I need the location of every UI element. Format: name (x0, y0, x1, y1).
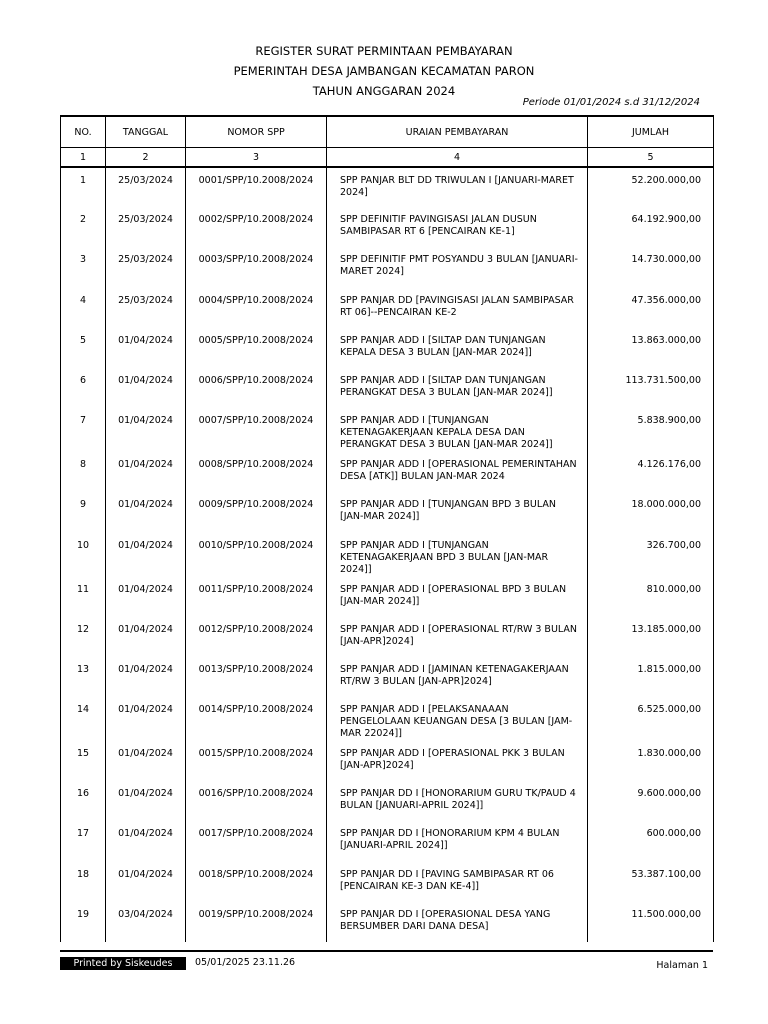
report-year: TAHUN ANGGARAN 2024 (312, 84, 456, 98)
table-row (61, 617, 714, 657)
cell-jumlah: 1.815.000,00 (588, 657, 714, 697)
cell-tanggal: 01/04/2024 (106, 492, 186, 532)
cell-no: 1 (61, 167, 106, 207)
cell-jumlah: 11.500.000,00 (588, 902, 714, 942)
col-number: 4 (327, 148, 588, 168)
cell-nomor-spp: 0002/SPP/10.2008/2024 (186, 207, 327, 247)
cell-nomor-spp: 0009/SPP/10.2008/2024 (186, 492, 327, 532)
cell-uraian: SPP PANJAR ADD I [SILTAP DAN TUNJANGAN KEPALA DESA 3 BULAN [JAN-MAR 2024]] (327, 328, 588, 368)
cell-jumlah: 600.000,00 (588, 821, 714, 861)
column-number-row (61, 148, 714, 168)
cell-tanggal: 01/04/2024 (106, 657, 186, 697)
cell-jumlah: 810.000,00 (588, 577, 714, 617)
cell-uraian: SPP PANJAR DD I [HONORARIUM GURU TK/PAUD 4 BULAN [JANUARI-APRIL 2024]] (327, 781, 588, 821)
col-nomor-header: NOMOR SPP (186, 116, 327, 148)
col-number: 2 (106, 148, 186, 168)
cell-no: 7 (61, 408, 106, 452)
cell-jumlah: 53.387.100,00 (588, 862, 714, 902)
cell-nomor-spp: 0015/SPP/10.2008/2024 (186, 741, 327, 781)
col-uraian-header: URAIAN PEMBAYARAN (327, 116, 588, 148)
table-row (61, 247, 714, 287)
table-row (61, 902, 714, 942)
cell-uraian: SPP DEFINITIF PAVINGISASI JALAN DUSUN SAMBIPASAR RT 6 [PENCAIRAN KE-1] (327, 207, 588, 247)
cell-nomor-spp: 0012/SPP/10.2008/2024 (186, 617, 327, 657)
cell-jumlah: 9.600.000,00 (588, 781, 714, 821)
print-timestamp: 05/01/2025 23.11.26 (195, 957, 296, 968)
cell-jumlah: 4.126.176,00 (588, 452, 714, 492)
cell-uraian: SPP PANJAR ADD I [PELAKSANAAAN PENGELOLAAN KEUANGAN DESA [3 BULAN [JAM-MAR 22024]] (327, 697, 588, 741)
cell-nomor-spp: 0019/SPP/10.2008/2024 (186, 902, 327, 942)
cell-nomor-spp: 0016/SPP/10.2008/2024 (186, 781, 327, 821)
cell-no: 12 (61, 617, 106, 657)
cell-no: 11 (61, 577, 106, 617)
table-row (61, 408, 714, 452)
cell-uraian: SPP PANJAR ADD I [TUNJANGAN BPD 3 BULAN [JAN-MAR 2024]] (327, 492, 588, 532)
report-title: REGISTER SURAT PERMINTAAN PEMBAYARAN (255, 44, 513, 58)
table-row (61, 821, 714, 861)
cell-no: 18 (61, 862, 106, 902)
cell-no: 2 (61, 207, 106, 247)
cell-tanggal: 25/03/2024 (106, 167, 186, 207)
table-row (61, 452, 714, 492)
cell-jumlah: 6.525.000,00 (588, 697, 714, 741)
cell-nomor-spp: 0006/SPP/10.2008/2024 (186, 368, 327, 408)
cell-uraian: SPP PANJAR ADD I [JAMINAN KETENAGAKERJAAN RT/RW 3 BULAN [JAN-APR]2024] (327, 657, 588, 697)
cell-jumlah: 47.356.000,00 (588, 288, 714, 328)
cell-uraian: SPP PANJAR ADD I [OPERASIONAL PEMERINTAHAN DESA [ATK]] BULAN JAN-MAR 2024 (327, 452, 588, 492)
cell-no: 14 (61, 697, 106, 741)
cell-jumlah: 113.731.500,00 (588, 368, 714, 408)
cell-jumlah: 13.863.000,00 (588, 328, 714, 368)
cell-nomor-spp: 0008/SPP/10.2008/2024 (186, 452, 327, 492)
cell-uraian: SPP PANJAR DD I [OPERASIONAL DESA YANG BERSUMBER DARI DANA DESA] (327, 902, 588, 942)
page-number: Halaman 1 (656, 960, 708, 971)
cell-nomor-spp: 0001/SPP/10.2008/2024 (186, 167, 327, 207)
cell-no: 10 (61, 533, 106, 577)
cell-nomor-spp: 0013/SPP/10.2008/2024 (186, 657, 327, 697)
cell-nomor-spp: 0005/SPP/10.2008/2024 (186, 328, 327, 368)
cell-tanggal: 01/04/2024 (106, 862, 186, 902)
cell-uraian: SPP PANJAR ADD I [OPERASIONAL BPD 3 BULAN [JAN-MAR 2024]] (327, 577, 588, 617)
cell-no: 19 (61, 902, 106, 942)
cell-jumlah: 5.838.900,00 (588, 408, 714, 452)
cell-no: 15 (61, 741, 106, 781)
cell-uraian: SPP PANJAR DD [PAVINGISASI JALAN SAMBIPASAR RT 06]--PENCAIRAN KE-2 (327, 288, 588, 328)
col-jumlah-header: JUMLAH (588, 116, 714, 148)
col-number: 3 (186, 148, 327, 168)
header-row (61, 116, 714, 148)
table-row (61, 167, 714, 207)
cell-tanggal: 01/04/2024 (106, 533, 186, 577)
cell-tanggal: 01/04/2024 (106, 452, 186, 492)
table-row (61, 288, 714, 328)
table-row (61, 492, 714, 532)
cell-tanggal: 01/04/2024 (106, 408, 186, 452)
cell-jumlah: 1.830.000,00 (588, 741, 714, 781)
cell-no: 3 (61, 247, 106, 287)
cell-nomor-spp: 0018/SPP/10.2008/2024 (186, 862, 327, 902)
cell-jumlah: 18.000.000,00 (588, 492, 714, 532)
cell-no: 5 (61, 328, 106, 368)
cell-tanggal: 01/04/2024 (106, 368, 186, 408)
table-row (61, 533, 714, 577)
col-no-header: NO. (61, 116, 106, 148)
table-row (61, 368, 714, 408)
cell-tanggal: 01/04/2024 (106, 741, 186, 781)
cell-uraian: SPP PANJAR ADD I [OPERASIONAL RT/RW 3 BULAN [JAN-APR]2024] (327, 617, 588, 657)
cell-nomor-spp: 0007/SPP/10.2008/2024 (186, 408, 327, 452)
footer-divider (60, 950, 713, 952)
table-row (61, 657, 714, 697)
col-number: 5 (588, 148, 714, 168)
cell-no: 17 (61, 821, 106, 861)
cell-no: 8 (61, 452, 106, 492)
register-table (60, 115, 714, 942)
report-subtitle: PEMERINTAH DESA JAMBANGAN KECAMATAN PARON (233, 64, 535, 78)
cell-nomor-spp: 0011/SPP/10.2008/2024 (186, 577, 327, 617)
col-number: 1 (61, 148, 106, 168)
cell-jumlah: 64.192.900,00 (588, 207, 714, 247)
cell-tanggal: 01/04/2024 (106, 697, 186, 741)
cell-tanggal: 25/03/2024 (106, 247, 186, 287)
cell-tanggal: 01/04/2024 (106, 781, 186, 821)
table-row (61, 781, 714, 821)
cell-nomor-spp: 0014/SPP/10.2008/2024 (186, 697, 327, 741)
col-tanggal-header: TANGGAL (106, 116, 186, 148)
cell-tanggal: 01/04/2024 (106, 328, 186, 368)
cell-jumlah: 13.185.000,00 (588, 617, 714, 657)
report-period: Periode 01/01/2024 s.d 31/12/2024 (522, 97, 700, 108)
cell-uraian: SPP DEFINITIF PMT POSYANDU 3 BULAN [JANUARI-MARET 2024] (327, 247, 588, 287)
cell-no: 4 (61, 288, 106, 328)
cell-nomor-spp: 0010/SPP/10.2008/2024 (186, 533, 327, 577)
cell-jumlah: 52.200.000,00 (588, 167, 714, 207)
cell-tanggal: 01/04/2024 (106, 821, 186, 861)
cell-uraian: SPP PANJAR BLT DD TRIWULAN I [JANUARI-MARET 2024] (327, 167, 588, 207)
cell-no: 16 (61, 781, 106, 821)
table-row (61, 207, 714, 247)
cell-uraian: SPP PANJAR DD I [PAVING SAMBIPASAR RT 06 [PENCAIRAN KE-3 DAN KE-4]] (327, 862, 588, 902)
cell-tanggal: 03/04/2024 (106, 902, 186, 942)
cell-no: 6 (61, 368, 106, 408)
table-row (61, 328, 714, 368)
table-row (61, 741, 714, 781)
cell-uraian: SPP PANJAR ADD I [OPERASIONAL PKK 3 BULAN [JAN-APR]2024] (327, 741, 588, 781)
cell-uraian: SPP PANJAR ADD I [TUNJANGAN KETENAGAKERJAAN BPD 3 BULAN [JAN-MAR 2024]] (327, 533, 588, 577)
cell-tanggal: 01/04/2024 (106, 617, 186, 657)
cell-no: 13 (61, 657, 106, 697)
cell-jumlah: 14.730.000,00 (588, 247, 714, 287)
cell-nomor-spp: 0003/SPP/10.2008/2024 (186, 247, 327, 287)
cell-uraian: SPP PANJAR DD I [HONORARIUM KPM 4 BULAN [JANUARI-APRIL 2024]] (327, 821, 588, 861)
cell-uraian: SPP PANJAR ADD I [SILTAP DAN TUNJANGAN PERANGKAT DESA 3 BULAN [JAN-MAR 2024]] (327, 368, 588, 408)
cell-nomor-spp: 0017/SPP/10.2008/2024 (186, 821, 327, 861)
table-row (61, 862, 714, 902)
table-body (61, 167, 714, 942)
cell-nomor-spp: 0004/SPP/10.2008/2024 (186, 288, 327, 328)
cell-uraian: SPP PANJAR ADD I [TUNJANGAN KETENAGAKERJAAN KEPALA DESA DAN PERANGKAT DESA 3 BULAN [JAN-MAR 2024]] (327, 408, 588, 452)
cell-no: 9 (61, 492, 106, 532)
cell-jumlah: 326.700,00 (588, 533, 714, 577)
cell-tanggal: 25/03/2024 (106, 207, 186, 247)
table-row (61, 577, 714, 617)
cell-tanggal: 25/03/2024 (106, 288, 186, 328)
table-row (61, 697, 714, 741)
cell-tanggal: 01/04/2024 (106, 577, 186, 617)
printed-by-label: Printed by Siskeudes (60, 957, 186, 970)
